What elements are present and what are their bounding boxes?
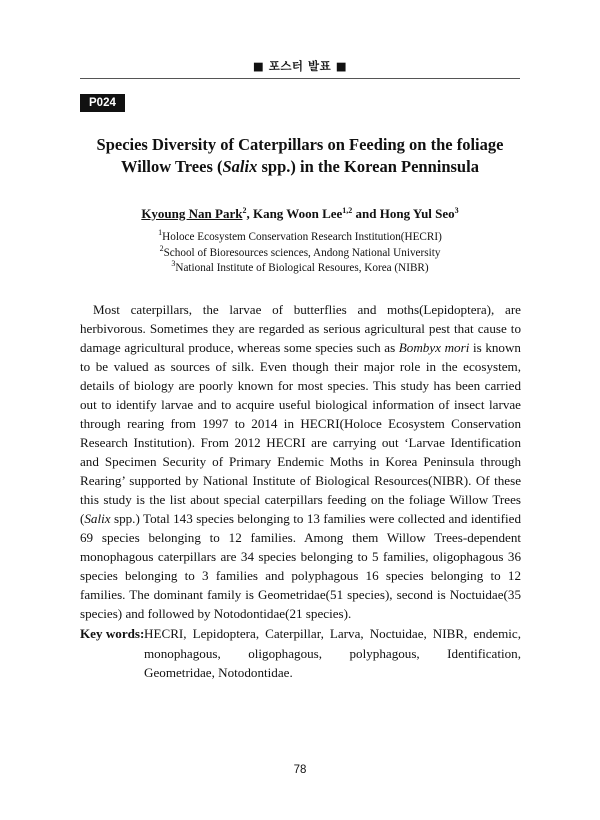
page-number: 78 [293,764,307,776]
title-genus: Salix [222,157,258,176]
keywords-block [80,624,521,683]
affiliation-2-text: School of Bioresources sciences, Andong National University [163,246,441,259]
affiliation-3-text: National Institute of Biological Resoures, Korea (NIBR) [175,262,429,274]
poster-code-badge: P024 [80,94,125,112]
author-2-affiliation: 1,2 [342,206,353,215]
author-1-name: Kyoung Nan Park [141,206,243,221]
abstract-text-1: Most caterpillars, the larvae of butterflies and moths(Lepidoptera), are herbivorous. Sometimes they are regarded as serious agricultural pest that cause to damage agricultural produce, whereas some species such as [80,302,521,355]
affiliation-3-marker: 3 [171,259,176,268]
abstract-paragraph [80,300,521,623]
affiliation-1-text: Holoce Ecosystem Conservation Research Institution(HECRI) [162,231,442,243]
author-separator-1: , [246,206,253,221]
keywords-label: Key words: [80,626,145,641]
affiliation-1 [60,230,540,246]
author-1-affiliation: 2 [242,206,247,215]
section-header: ■ 포스터 발표 ■ [252,59,348,73]
author-2-name: Kang Woon Lee [252,206,343,221]
abstract-text-2: is known to be valued as sources of silk. Even though their major role in the ecosystem, details of biology are poorly known for most species. This study has been carried out to identify larvae and to acquire useful biological information of insect larvae through rearing from 1997 to 2014 in HECRI(Holoce Ecosystem Conservation Research Institution). From 2012 HECRI are carrying out ‘Larvae Identification and Specimen Security of Primary Endemic Moths in Korea Peninsula through Rearing’ supported by National Institute of Biological Resources(NIBR). Of these this study is the list about special caterpillars feeding on the foliage Willow Trees ( [80,340,521,526]
title-line-2-start: Willow Trees ( [121,157,223,176]
paper-title [60,134,540,178]
author-3-affiliation: 3 [454,206,459,215]
abstract-text-3: spp.) Total 143 species belonging to 13 families were collected and identified 69 species belonging to 12 families. Among them Willow Trees-dependent monophagous caterpillars are 34 species belonging to 5 families, oligophagous 36 species belonging to 3 families and polyphagous 16 species belonging to 12 families. The dominant family is Geometridae(51 species), second is Noctuidae(35 species) and followed by Notodontidae(21 species). [80,511,521,621]
author-separator-2: and [352,206,380,221]
abstract-species-name: Bombyx mori [398,340,470,355]
header-divider [80,78,520,79]
abstract-genus-name: Salix [84,511,111,526]
title-line-1: Species Diversity of Caterpillars on Feeding on the foliage [96,135,504,154]
title-line-2 [60,156,540,178]
title-line-2-end: spp.) in the Korean Penninsula [257,157,479,176]
affiliation-2 [60,243,540,262]
affiliation-3 [60,261,540,277]
affiliation-list [60,230,540,277]
keywords-text: HECRI, Lepidoptera, Caterpillar, Larva, Noctuidae, NIBR, endemic, monophagous, oligophagous, polyphagous, Identification, Geometridae, Notodontidae. [144,626,521,680]
affiliation-1-marker: 1 [158,228,163,237]
affiliation-2-marker: 2 [159,243,164,253]
author-list [60,205,540,223]
author-3-name: Hong Yul Seo [379,206,455,221]
